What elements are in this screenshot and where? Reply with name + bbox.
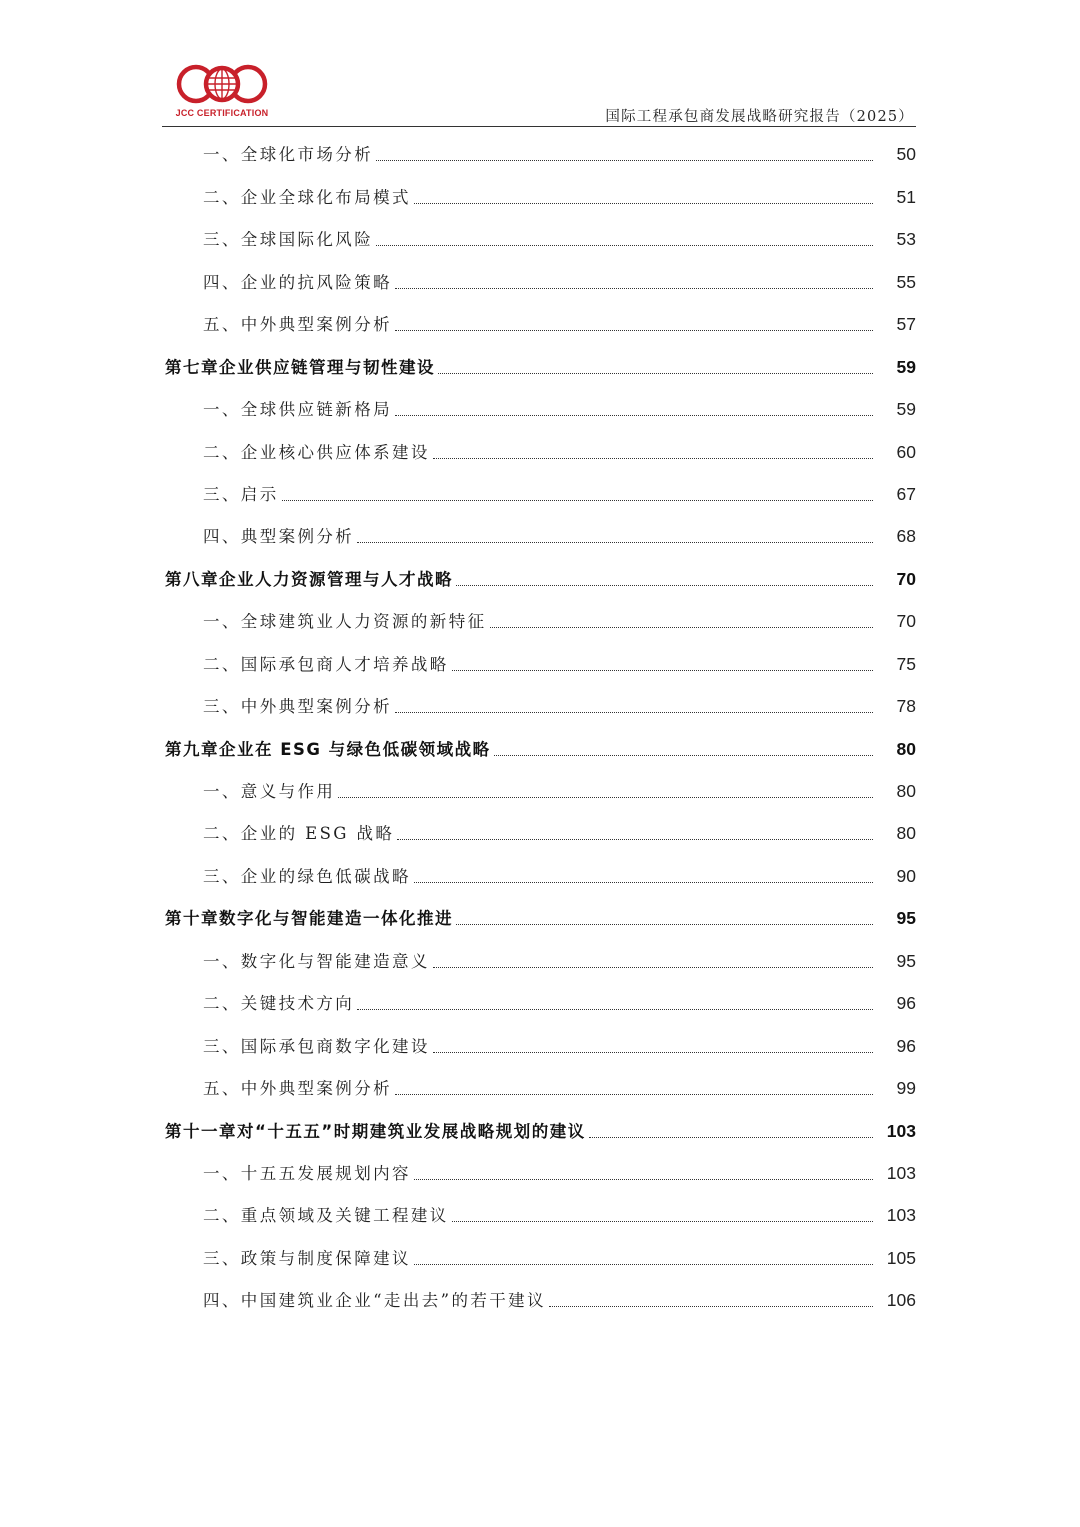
toc-page-number: 103 bbox=[886, 1120, 916, 1141]
jcc-logo-mark bbox=[166, 62, 278, 108]
toc-page-number: 96 bbox=[896, 993, 916, 1014]
table-of-contents bbox=[0, 131, 1080, 1319]
toc-entry-title: 一、十五五发展规划内容 bbox=[203, 1163, 411, 1183]
toc-page-number: 103 bbox=[886, 1162, 916, 1183]
toc-chapter-entry[interactable] bbox=[0, 1107, 1080, 1149]
toc-dot-leader bbox=[357, 542, 873, 543]
toc-page-number: 80 bbox=[896, 781, 916, 801]
toc-entry-title: 二、企业的 ESG 战略 bbox=[203, 824, 395, 844]
toc-dot-leader bbox=[376, 160, 873, 161]
toc-page-number: 103 bbox=[886, 1205, 916, 1226]
toc-page-number: 59 bbox=[896, 356, 916, 377]
toc-dot-leader bbox=[357, 1009, 873, 1010]
toc-page-number: 75 bbox=[896, 653, 916, 674]
logo-text: JCC CERTIFICATION bbox=[175, 108, 269, 118]
toc-dot-leader bbox=[395, 288, 873, 289]
toc-page-number: 90 bbox=[896, 865, 916, 886]
toc-section-entry[interactable] bbox=[0, 598, 1080, 640]
toc-entry-title: 四、典型案例分析 bbox=[203, 527, 355, 547]
toc-entry-title: 三、中外典型案例分析 bbox=[203, 697, 392, 717]
toc-section-entry[interactable] bbox=[0, 810, 1080, 852]
toc-entry-title: 第七章企业供应链管理与韧性建设 bbox=[165, 357, 435, 377]
toc-dot-leader bbox=[376, 245, 873, 246]
toc-entry-title: 三、政策与制度保障建议 bbox=[203, 1248, 411, 1268]
toc-entry-title: 三、国际承包商数字化建设 bbox=[203, 1036, 430, 1056]
toc-dot-leader bbox=[433, 1052, 873, 1053]
toc-entry-title: 五、中外典型案例分析 bbox=[203, 315, 392, 335]
toc-page-number: 95 bbox=[896, 950, 916, 971]
toc-entry-title: 三、启示 bbox=[203, 484, 279, 504]
header-divider bbox=[162, 126, 916, 127]
toc-page-number: 106 bbox=[886, 1290, 916, 1311]
toc-page-number: 50 bbox=[896, 144, 916, 165]
toc-section-entry[interactable] bbox=[0, 428, 1080, 470]
toc-page-number: 105 bbox=[886, 1247, 916, 1268]
toc-section-entry[interactable] bbox=[0, 301, 1080, 343]
toc-chapter-entry[interactable] bbox=[0, 725, 1080, 767]
toc-dot-leader bbox=[490, 627, 874, 628]
toc-chapter-entry[interactable] bbox=[0, 895, 1080, 937]
toc-entry-title: 第九章企业在 ESG 与绿色低碳领域战略 bbox=[165, 739, 491, 759]
toc-page-number: 96 bbox=[896, 1035, 916, 1056]
toc-entry-title: 二、企业核心供应体系建设 bbox=[203, 442, 430, 462]
jcc-logo bbox=[166, 62, 278, 122]
toc-entry-title: 一、全球建筑业人力资源的新特征 bbox=[203, 612, 487, 632]
toc-dot-leader bbox=[395, 415, 873, 416]
toc-entry-title: 第八章企业人力资源管理与人才战略 bbox=[165, 569, 453, 589]
toc-entry-title: 三、全球国际化风险 bbox=[203, 230, 374, 250]
toc-page-number: 53 bbox=[896, 229, 916, 250]
toc-dot-leader bbox=[433, 967, 873, 968]
toc-dot-leader bbox=[395, 330, 873, 331]
toc-section-entry[interactable] bbox=[0, 216, 1080, 258]
toc-dot-leader bbox=[589, 1137, 873, 1138]
toc-entry-title: 二、重点领域及关键工程建议 bbox=[203, 1206, 449, 1226]
toc-entry-title: 一、全球供应链新格局 bbox=[203, 400, 392, 420]
toc-dot-leader bbox=[338, 797, 873, 798]
toc-page-number: 95 bbox=[896, 908, 916, 929]
toc-section-entry[interactable] bbox=[0, 852, 1080, 894]
toc-entry-title: 二、国际承包商人才培养战略 bbox=[203, 654, 449, 674]
toc-entry-title: 三、企业的绿色低碳战略 bbox=[203, 866, 411, 886]
toc-dot-leader bbox=[395, 712, 873, 713]
toc-entry-title: 一、全球化市场分析 bbox=[203, 145, 374, 165]
toc-section-entry[interactable] bbox=[0, 980, 1080, 1022]
toc-dot-leader bbox=[414, 1179, 873, 1180]
toc-section-entry[interactable] bbox=[0, 768, 1080, 810]
toc-dot-leader bbox=[452, 670, 873, 671]
toc-chapter-entry[interactable] bbox=[0, 343, 1080, 385]
toc-section-entry[interactable] bbox=[0, 513, 1080, 555]
toc-page-number: 99 bbox=[896, 1078, 916, 1099]
toc-dot-leader bbox=[397, 839, 873, 840]
toc-section-entry[interactable] bbox=[0, 683, 1080, 725]
toc-dot-leader bbox=[395, 1094, 873, 1095]
toc-section-entry[interactable] bbox=[0, 1022, 1080, 1064]
toc-page-number: 78 bbox=[896, 696, 916, 717]
toc-entry-title: 二、企业全球化布局模式 bbox=[203, 187, 411, 207]
toc-page-number: 80 bbox=[896, 738, 916, 759]
toc-page-number: 67 bbox=[896, 483, 916, 504]
toc-dot-leader bbox=[494, 755, 873, 756]
toc-dot-leader bbox=[452, 1221, 873, 1222]
toc-section-entry[interactable] bbox=[0, 937, 1080, 979]
toc-entry-title: 第十章数字化与智能建造一体化推进 bbox=[165, 909, 453, 929]
toc-dot-leader bbox=[438, 373, 873, 374]
toc-page-number: 59 bbox=[896, 399, 916, 420]
toc-entry-title: 二、关键技术方向 bbox=[203, 994, 355, 1014]
toc-entry-title: 一、意义与作用 bbox=[203, 782, 336, 801]
toc-dot-leader bbox=[456, 924, 873, 925]
toc-section-entry[interactable] bbox=[0, 386, 1080, 428]
toc-section-entry[interactable] bbox=[0, 1234, 1080, 1276]
toc-page-number: 80 bbox=[896, 823, 916, 844]
toc-page-number: 51 bbox=[896, 186, 916, 207]
toc-section-entry[interactable] bbox=[0, 173, 1080, 215]
toc-section-entry[interactable] bbox=[0, 471, 1080, 513]
toc-dot-leader bbox=[433, 458, 873, 459]
toc-dot-leader bbox=[414, 882, 873, 883]
toc-section-entry[interactable] bbox=[0, 131, 1080, 173]
toc-section-entry[interactable] bbox=[0, 1065, 1080, 1107]
toc-entry-title: 五、中外典型案例分析 bbox=[203, 1079, 392, 1099]
toc-dot-leader bbox=[456, 585, 873, 586]
toc-page-number: 70 bbox=[896, 611, 916, 632]
toc-dot-leader bbox=[414, 1264, 873, 1265]
toc-page-number: 55 bbox=[896, 271, 916, 292]
toc-entry-title: 一、数字化与智能建造意义 bbox=[203, 951, 430, 971]
toc-dot-leader bbox=[282, 500, 873, 501]
toc-entry-title: 第十一章对“十五五”时期建筑业发展战略规划的建议 bbox=[165, 1121, 586, 1141]
toc-dot-leader bbox=[414, 203, 873, 204]
toc-page-number: 57 bbox=[896, 314, 916, 335]
toc-entry-title: 四、中国建筑业企业“走出去”的若干建议 bbox=[203, 1291, 546, 1311]
toc-chapter-entry[interactable] bbox=[0, 555, 1080, 597]
report-title: 国际工程承包商发展战略研究报告（2025） bbox=[605, 109, 914, 125]
toc-dot-leader bbox=[549, 1306, 873, 1307]
toc-section-entry[interactable] bbox=[0, 1150, 1080, 1192]
toc-section-entry[interactable] bbox=[0, 640, 1080, 682]
toc-section-entry[interactable] bbox=[0, 1277, 1080, 1319]
toc-section-entry[interactable] bbox=[0, 1192, 1080, 1234]
toc-entry-title: 四、企业的抗风险策略 bbox=[203, 272, 392, 292]
toc-section-entry[interactable] bbox=[0, 258, 1080, 300]
toc-page-number: 60 bbox=[896, 441, 916, 462]
toc-page-number: 70 bbox=[896, 568, 916, 589]
toc-page-number: 68 bbox=[896, 526, 916, 547]
